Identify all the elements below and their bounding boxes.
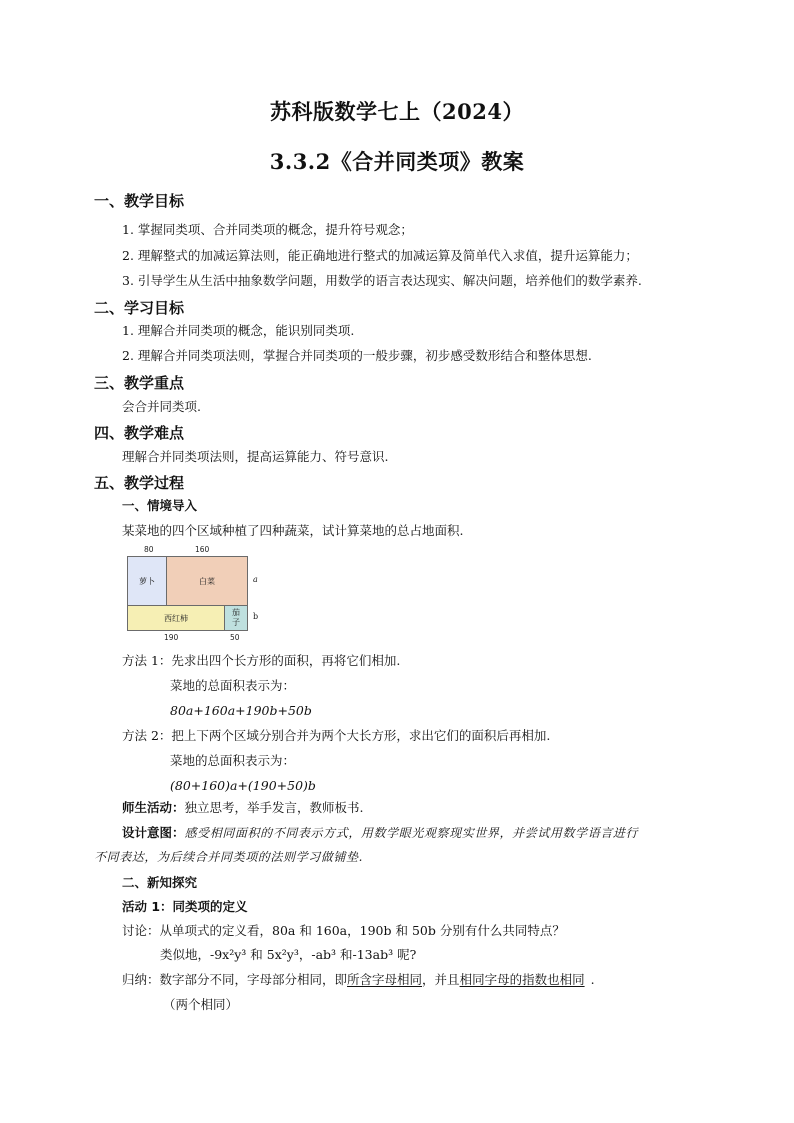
region-cabbage-label: 白菜 xyxy=(199,576,215,586)
activity-label: 师生活动： xyxy=(122,800,185,815)
conclusion-note: （两个相同） xyxy=(163,997,239,1012)
activity-text: 独立思考，举手发言，教师板书. xyxy=(184,800,364,815)
document-title: 苏科版数学七上（2024） xyxy=(270,99,524,124)
conclusion-pre: 数字部分不同，字母部分相同，即 xyxy=(159,972,348,987)
learning-goal-1: 1. 理解合并同类项的概念，能识别同类项. xyxy=(122,323,355,338)
bottom-label-190: 190 xyxy=(164,633,179,642)
region-eggplant xyxy=(224,605,248,631)
design-label: 设计意图： xyxy=(122,825,185,840)
teaching-goal-2: 2. 理解整式的加减运算法则，能正确地进行整式的加减运算及简单代入求值，提升运算能力； xyxy=(122,248,638,263)
section-heading-process: 五、教学过程 xyxy=(94,474,185,492)
region-radish-label: 萝卜 xyxy=(139,576,155,586)
learning-goal-2: 2. 理解合并同类项法则，掌握合并同类项的一般步骤，初步感受数形结合和整体思想. xyxy=(122,348,592,363)
design-text-2: 不同表达，为后续合并同类项的法则学习做铺垫. xyxy=(94,850,364,864)
region-radish xyxy=(127,556,167,606)
discuss-label: 讨论： xyxy=(122,923,160,938)
teaching-goal-3: 3. 引导学生从生活中抽象数学问题，用数学的语言表达现实、解决问题，培养他们的数学素养. xyxy=(122,273,642,288)
subheading-new-knowledge: 二、新知探究 xyxy=(122,875,198,890)
conclusion-end: . xyxy=(590,972,595,987)
design-text-1: 感受相同面积的不同表示方式，用数学眼光观察现实世界，并尝试用数学语言进行 xyxy=(184,826,639,840)
method2-subtext: 菜地的总面积表示为： xyxy=(170,753,296,768)
top-label-160: 160 xyxy=(195,545,210,554)
vegetable-plot-diagram xyxy=(122,544,272,644)
section-heading-difficulty: 四、教学难点 xyxy=(94,424,185,442)
side-label-b: b xyxy=(253,612,259,621)
section-heading-key-point: 三、教学重点 xyxy=(94,374,185,392)
conclusion-label: 归纳： xyxy=(122,972,160,987)
similar-text: 类似地，-9x²y³ 和 5x²y³，-ab³ 和-13ab³ 呢? xyxy=(160,947,417,962)
subheading-intro: 一、情境导入 xyxy=(122,498,198,513)
activity1-heading: 活动 1：同类项的定义 xyxy=(122,899,248,914)
difficulty-text: 理解合并同类项法则，提高运算能力、符号意识. xyxy=(122,449,389,464)
region-cabbage xyxy=(166,556,248,606)
conclusion-underline-2: 相同字母的指数也相同 xyxy=(459,972,585,987)
discuss-line xyxy=(122,922,565,940)
method1-subtext: 菜地的总面积表示为： xyxy=(170,678,296,693)
region-eggplant-label: 茄子 xyxy=(232,608,240,627)
design-line-1 xyxy=(122,824,638,842)
section-heading-learning-goals: 二、学习目标 xyxy=(94,299,185,317)
region-tomato xyxy=(127,605,225,631)
method1-text: 方法 1：先求出四个长方形的面积，再将它们相加. xyxy=(122,653,401,668)
teaching-goal-1: 1. 掌握同类项、合并同类项的概念，提升符号观念； xyxy=(122,222,413,237)
method2-expression: (80+160)a+(190+50)b xyxy=(170,778,316,793)
section-heading-teaching-goals: 一、教学目标 xyxy=(94,192,185,210)
top-label-80: 80 xyxy=(144,545,154,554)
activity-line xyxy=(122,799,364,817)
key-point-text: 会合并同类项. xyxy=(122,399,201,414)
discuss-text: 从单项式的定义看，80a 和 160a，190b 和 50b 分别有什么共同特点？ xyxy=(159,923,565,938)
bottom-label-50: 50 xyxy=(230,633,240,642)
conclusion-line xyxy=(122,971,595,989)
document-subtitle: 3.3.2《合并同类项》教案 xyxy=(269,149,525,174)
region-tomato-label: 西红柿 xyxy=(164,613,188,623)
side-label-a: a xyxy=(253,575,258,584)
conclusion-underline-1: 所含字母相同 xyxy=(347,972,423,987)
method2-text: 方法 2：把上下两个区域分别合并为两个大长方形，求出它们的面积后再相加. xyxy=(122,728,551,743)
intro-text: 某菜地的四个区域种植了四种蔬菜，试计算菜地的总占地面积. xyxy=(122,523,464,538)
method1-expression: 80a+160a+190b+50b xyxy=(170,703,312,718)
conclusion-mid: ，并且 xyxy=(422,972,460,987)
